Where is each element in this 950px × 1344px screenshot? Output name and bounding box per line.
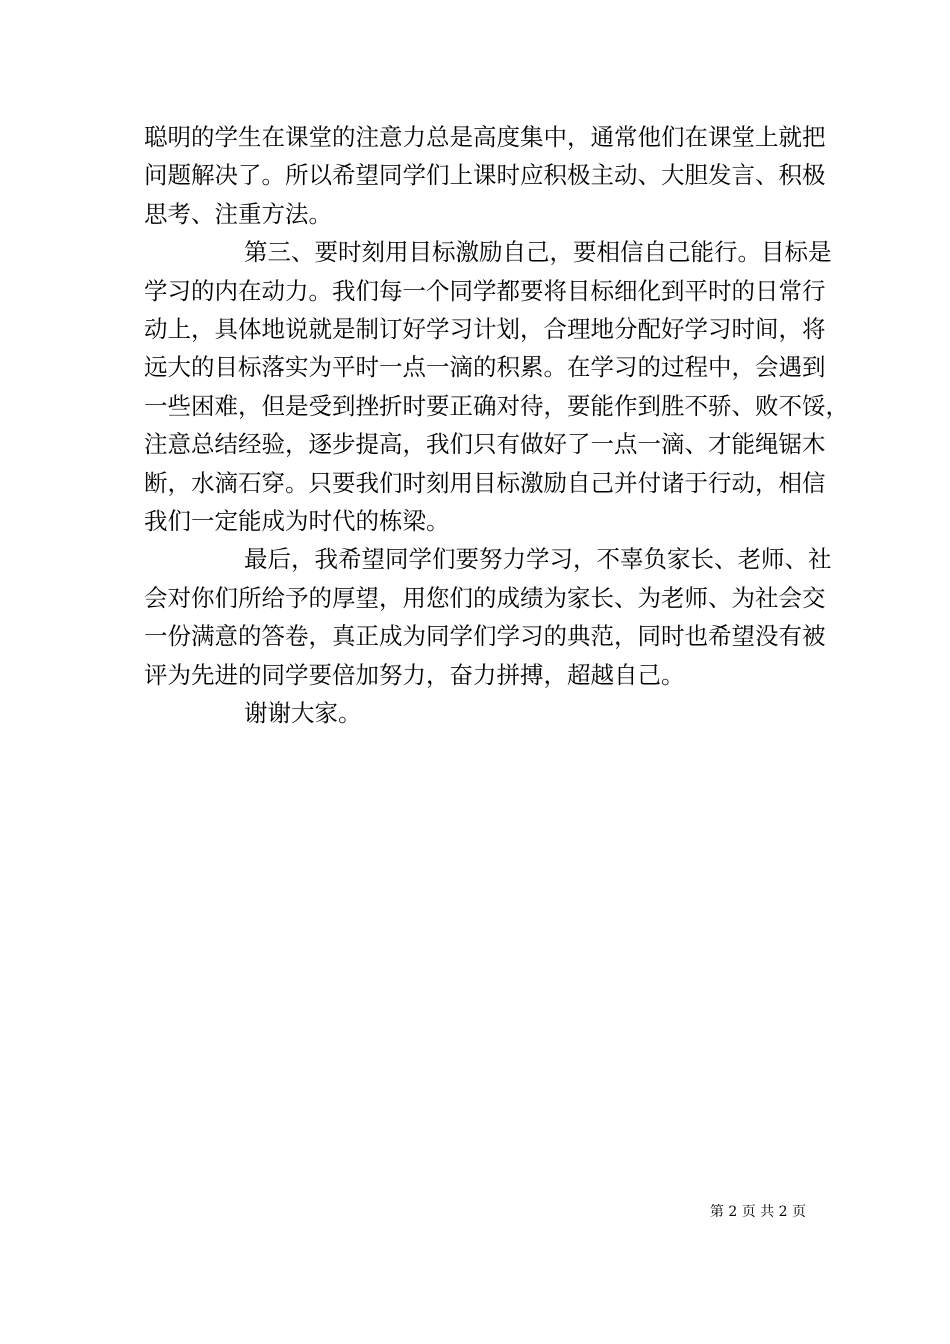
text-line: 断，水滴石穿。只要我们时刻用目标激励自己并付诸于行动，相信: [144, 468, 826, 497]
paragraph-1: [144, 118, 826, 233]
paragraph-4: [144, 694, 820, 732]
text-line: 评为先进的同学要倍加努力，奋力拼搏，超越自己。: [144, 660, 685, 689]
text-line: 谢谢大家。: [244, 699, 362, 728]
document-body: [144, 118, 849, 733]
text-line: 会对你们所给予的厚望，用您们的成绩为家长、为老师、为社会交: [144, 583, 826, 612]
text-line: 第三、要时刻用目标激励自己，要相信自己能行。目标是: [244, 238, 832, 267]
text-line: 一份满意的答卷，真正成为同学们学习的典范，同时也希望没有被: [144, 622, 826, 651]
text-line: 动上，具体地说就是制订好学习计划，合理地分配好学习时间，将: [144, 315, 826, 344]
text-line: 聪明的学生在课堂的注意力总是高度集中，通常他们在课堂上就把: [144, 123, 826, 151]
text-line: 一些困难，但是受到挫折时要正确对待，要能作到胜不骄、败不馁，: [144, 391, 849, 420]
text-line: 注意总结经验，逐步提高，我们只有做好了一点一滴、才能绳锯木: [144, 430, 826, 459]
paragraph-3: [144, 540, 832, 694]
paragraph-2: [144, 233, 849, 540]
text-line: 学习的内在动力。我们每一个同学都要将目标细化到平时的日常行: [144, 276, 826, 305]
page-number: 第 2 页 共 2 页: [709, 1204, 806, 1220]
text-line: 思考、注重方法。: [144, 199, 332, 228]
text-line: 最后，我希望同学们要努力学习，不辜负家长、老师、社: [244, 545, 832, 574]
text-line: 远大的目标落实为平时一点一滴的积累。在学习的过程中，会遇到: [144, 353, 826, 382]
text-line: 问题解决了。所以希望同学们上课时应积极主动、大胆发言、积极: [144, 161, 826, 190]
text-line: 我们一定能成为时代的栋梁。: [144, 507, 450, 536]
